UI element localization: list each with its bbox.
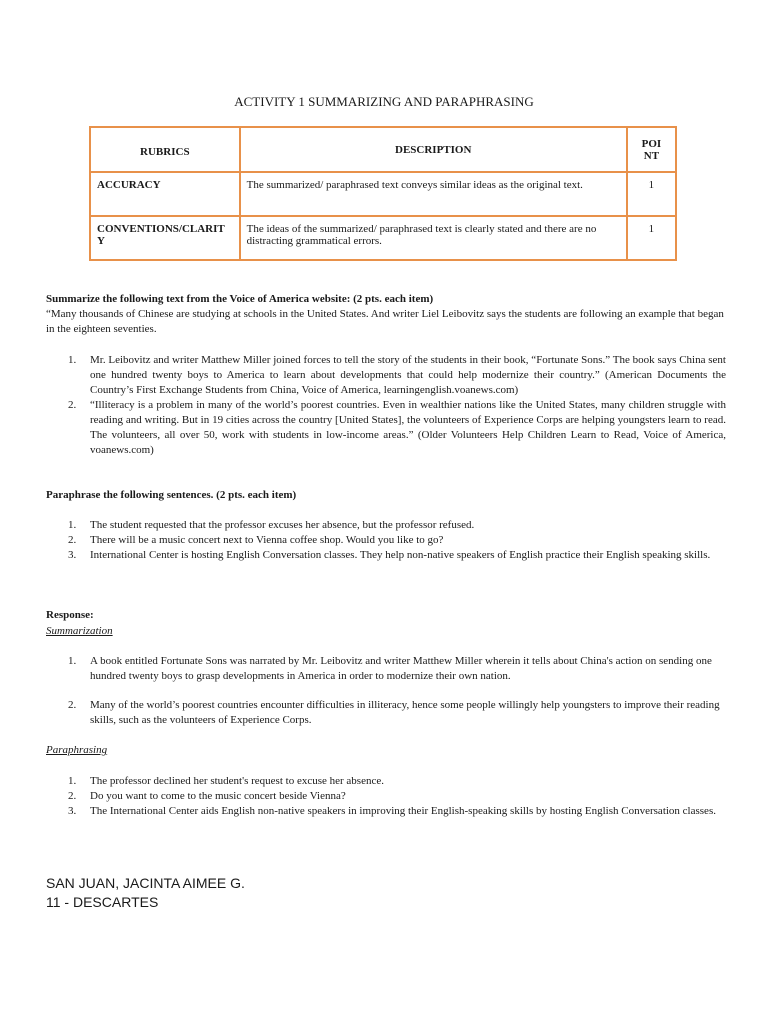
summarize-heading: Summarize the following text from the Voice of America website: (2 pts. each item) [46,293,434,305]
response-heading: Response: [46,609,94,621]
table-row [90,172,676,216]
list-item: 2. There will be a music concert next to Vienna coffee shop. Would you like to go? [68,534,444,546]
table-row [90,216,676,260]
list-item: 1. Mr. Leibovitz and writer Matthew Miller joined forces to tell the story of the students in their book, “Fortunate Sons.” The book says China sent one hundred twenty boys to America to learn about developments that could help modernize their country.” (American Documents the Country’s First Exchange Students from China, Voice of America, learningenglish.voanews.com) [68,354,726,396]
author-name: SAN JUAN, JACINTA AIMEE G. [46,875,245,891]
header-rubrics: RUBRICS [90,127,240,172]
header-point: POINT [627,127,676,172]
summarization-label: Summarization [46,625,113,637]
paraphrasing-label: Paraphrasing [46,744,108,756]
paraphrase-list [46,518,726,563]
paraphrasing-list [46,774,726,819]
point-cell: 1 [627,172,676,216]
summarize-intro: “Many thousands of Chinese are studying at schools in the United States. And writer Liel Leibovitz says the students are following an example that began in the eighteen seventies. [46,308,724,335]
description-cell: The summarized/ paraphrased text conveys similar ideas as the original text. [240,172,627,216]
summarize-section [46,292,726,337]
list-item: 2. Do you want to come to the music concert beside Vienna? [68,790,346,802]
rubric-cell: ACCURACY [90,172,240,216]
rubric-cell: CONVENTIONS/CLARITY [90,216,240,260]
description-cell: The ideas of the summarized/ paraphrased text is clearly stated and there are no distracting grammatical errors. [240,216,627,260]
list-item: 3. International Center is hosting English Conversation classes. They help non-native speakers of English practice their English speaking skills. [68,549,711,561]
rubric-table [89,126,677,261]
list-item: 1. The professor declined her student's request to excuse her absence. [68,775,384,787]
point-cell: 1 [627,216,676,260]
list-item: 3. The International Center aids English non-native speakers in improving their English-speaking skills by hosting English Conversation classes. [68,805,716,817]
list-item: 1. The student requested that the professor excuses her absence, but the professor refused. [68,519,475,531]
paraphrase-heading: Paraphrase the following sentences. (2 pts. each item) [46,489,297,501]
header-description: DESCRIPTION [240,127,627,172]
table-header-row [90,127,676,172]
summarize-list [46,353,726,458]
list-item: 1. A book entitled Fortunate Sons was narrated by Mr. Leibovitz and writer Matthew Miller wherein it tells about China's action on sending one hundred twenty boys to grasp developments in America in order to modernize their own nation. [68,655,712,682]
list-item: 2. “Illiteracy is a problem in many of the world’s poorest countries. Even in wealthier nations like the United States, many children struggle with reading and writing. But in 19 cities across the country [United States], the volunteers of Experience Corps are helping youngsters learn to read. The volunteers, all over 50, work with students in low-income areas.” (Older Volunteers Help Children Learn to Read, Voice of America, voanews.com) [68,399,726,456]
list-item: 2. Many of the world’s poorest countries encounter difficulties in illiteracy, hence some people willingly help youngsters to improve their reading skills, such as the volunteers of Experience Corps. [68,699,720,726]
page-title: ACTIVITY 1 SUMMARIZING AND PARAPHRASING [234,94,534,109]
author-section: 11 - DESCARTES [46,894,159,910]
summarization-list [46,654,726,728]
